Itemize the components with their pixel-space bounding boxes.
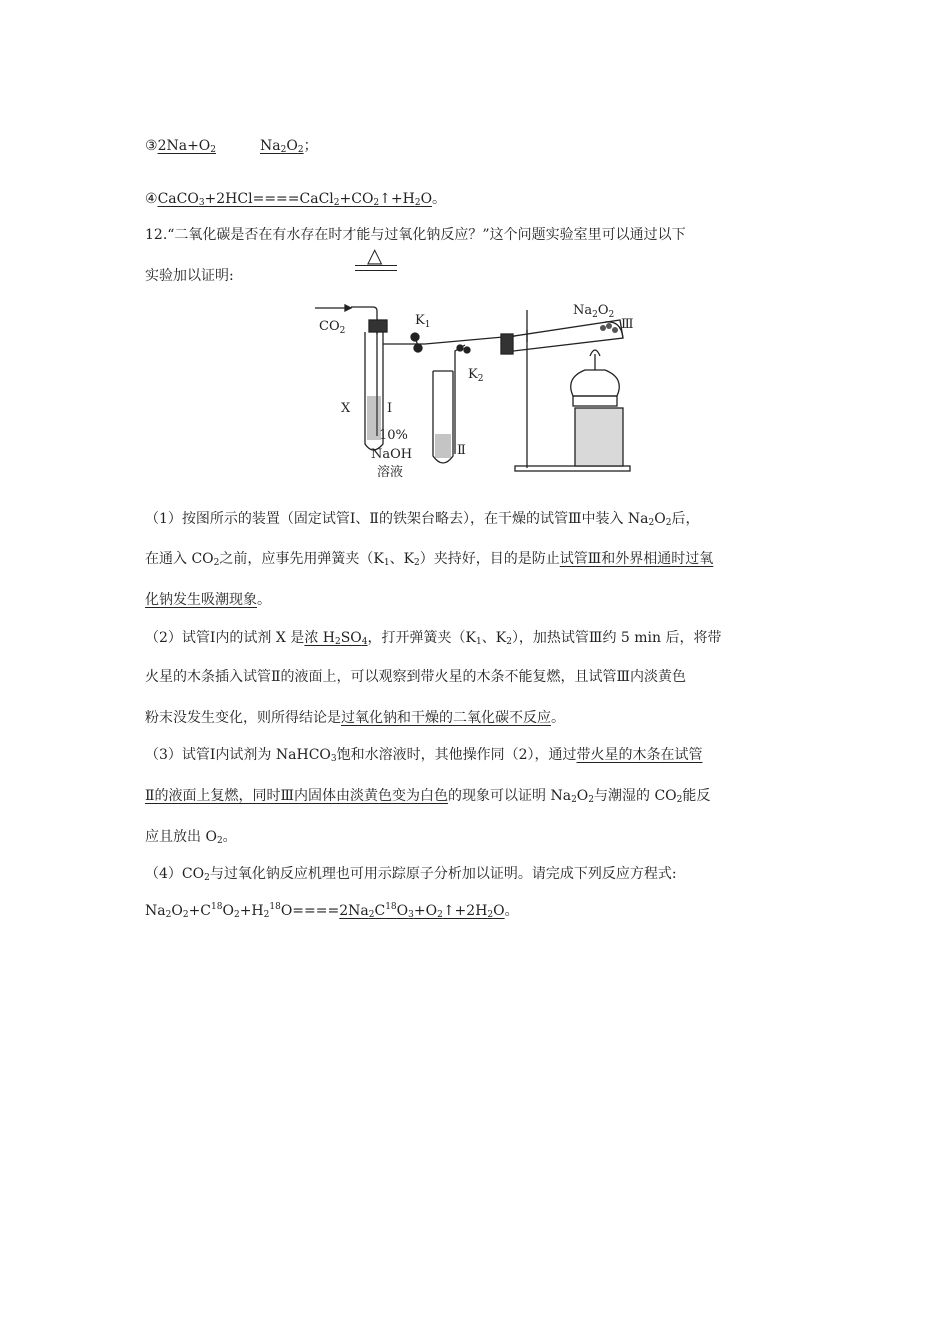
liquid-2	[435, 434, 451, 458]
equation-3-rhs: $Na_2O_2$	[260, 138, 304, 155]
part-1-line-3: 化钠发生吸潮现象。	[145, 592, 271, 608]
part-4-line-1: $(4)CO_2$与过氧化钠反应机理也可用示踪原子分析加以证明。请完成下列反应方程式:	[145, 866, 677, 883]
part-1-answer: 试管Ⅲ和外界相通时过氧	[559, 551, 714, 567]
k2-label: $K_2$	[468, 367, 484, 384]
equation-3-text: $③2Na+O_2$ $Na_2O_2$；	[145, 138, 318, 155]
concentration-label: 10%	[379, 428, 408, 443]
part-3-answer-cont: Ⅱ的液面上复燃，同时Ⅲ内固体由淡黄色变为白色	[145, 788, 449, 804]
apparatus-diagram	[305, 296, 640, 482]
stand-base	[515, 466, 630, 471]
part-4-answer: $2Na_2C^{18}O_3+O_2↑+2H_2O$	[339, 902, 505, 920]
tube-2-label: Ⅱ	[457, 443, 466, 458]
alcohol-lamp	[571, 370, 620, 396]
support-block	[575, 408, 623, 466]
equation-4: $④CaCO_3+2HCl====CaCl_2+CO_2↑+H_2O$。	[145, 191, 447, 208]
equal-sign	[355, 265, 397, 271]
equation-4-answer: $CaCO_3+2HCl====CaCl_2+CO_2↑+H_2O$	[157, 191, 433, 208]
part-1-answer-cont: 化钠发生吸潮现象	[145, 592, 257, 608]
part-2-reagent-answer: 浓 $H_2SO_4$	[304, 630, 368, 647]
test-tube-3	[501, 320, 623, 352]
part-1-line-1: （1）按图所示的装置（固定试管Ⅰ、Ⅱ的铁架台略去），在干燥的试管Ⅲ中装入 $Na_2O_2$后，	[145, 511, 700, 528]
solution-label: 溶液	[377, 465, 404, 480]
equation-3-lhs: $2Na+O_2$	[157, 138, 217, 155]
naoh-label: NaOH	[371, 447, 413, 462]
question-12-line-1: 12.“二氧化碳是否在有水存在时才能与过氧化钠反应？”这个问题实验室里可以通过以下	[145, 227, 686, 243]
part-2-line-2: 火星的木条插入试管Ⅱ的液面上，可以观察到带火星的木条不能复燃，且试管Ⅲ内淡黄色	[145, 669, 687, 685]
part-1-line-2: 在通入 $CO_2$之前，应事先用弹簧夹（$K_1$、$K_2$）夹持好，目的是防止试管Ⅲ和外界相通时过氧	[145, 551, 714, 568]
tube-1-label: Ⅰ	[387, 401, 393, 416]
part-2-line-3: 粉末没发生变化，则所得结论是过氧化钠和干燥的二氧化碳不反应。	[145, 710, 565, 726]
arrow-head-icon	[345, 305, 351, 311]
stopper-3	[501, 334, 513, 354]
heat-condition-icon: △	[367, 243, 383, 267]
part-2-line-1: （2）试管Ⅰ内的试剂 X 是浓 $H_2SO_4$，打开弹簧夹（$K_1$、$K_2$），加热试管Ⅲ约 5 min 后，将带	[145, 630, 722, 647]
tube-3-label: Ⅲ	[621, 317, 634, 332]
stopper-1	[369, 320, 387, 332]
part-4-equation: $Na_2O_2+C^{18}O_2+H_2^{18}O====2Na_2C^{18}O_3+O_2↑+2H_2O$。	[145, 902, 519, 920]
co2-label: $CO_2$	[319, 319, 346, 336]
delivery-tube-2	[455, 345, 465, 454]
part-3-line-3: 应且放出 $O_2$。	[145, 829, 237, 846]
question-12-line-2: 实验加以证明:	[145, 268, 234, 284]
part-3-line-1: （3）试管Ⅰ内试剂为 NaHCO$_3$饱和水溶液时，其他操作同（2），通过带火星的木条在试管	[145, 747, 703, 764]
x-label: X	[341, 401, 351, 416]
k1-label: $K_1$	[415, 313, 431, 330]
part-3-line-2: Ⅱ的液面上复燃，同时Ⅲ内固体由淡黄色变为白色的现象可以证明 $Na_2O_2$与潮湿的 $CO_2$能反	[145, 788, 711, 805]
clamp-k1-icon	[411, 333, 422, 352]
part-2-conclusion-answer: 过氧化钠和干燥的二氧化碳不反应	[341, 710, 551, 726]
part-3-answer: 带火星的木条在试管	[576, 747, 703, 763]
na2o2-label: $Na_2O_2$	[573, 303, 615, 320]
